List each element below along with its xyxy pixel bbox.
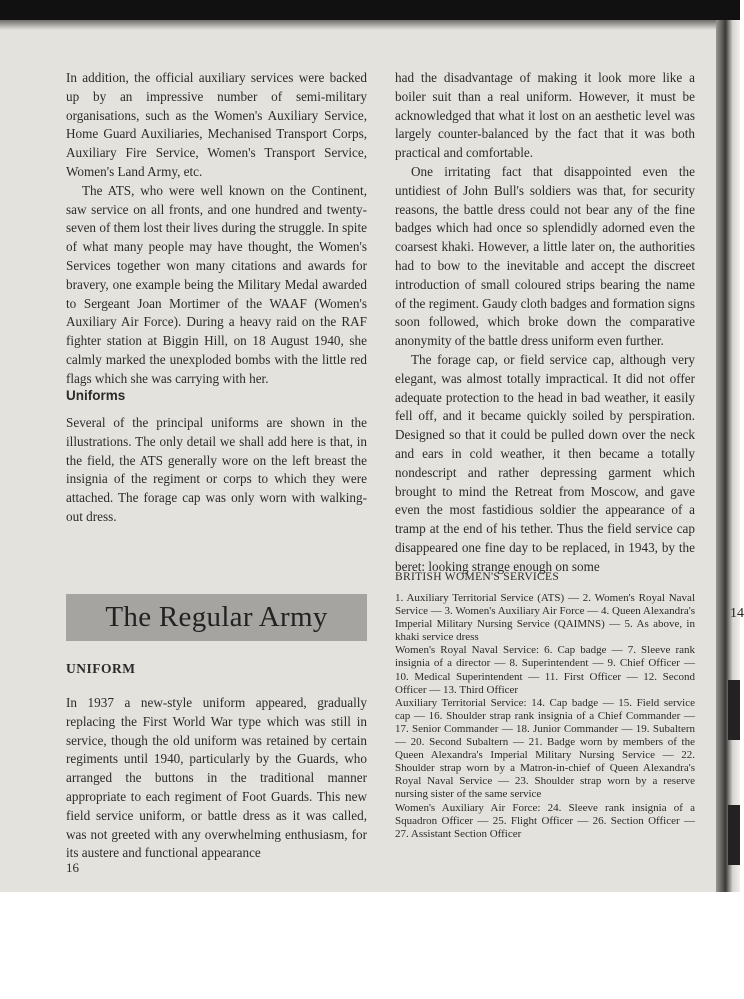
chapter-title: The Regular Army (105, 601, 328, 633)
adjacent-illustration-fragment (728, 805, 740, 865)
uniform-section (66, 694, 367, 863)
page-number: 16 (66, 860, 79, 875)
caption-title: BRITISH WOMEN'S SERVICES (395, 571, 560, 583)
uniforms-heading: Uniforms (66, 388, 126, 403)
paragraph: One irritating fact that disappointed even the untidiest of John Bull's soldiers was that, for security reasons, the battle dress could not bear any of the fine badges which had once so splendidly adorned even the coarsest khaki. However, a little later on, the authorities had to bow to the inevitable and accept the discreet introduction of small coloured strips bearing the name of the regiment. Gaudy cloth badges and formation signs soon followed, which broke down the comparative anonymity of the battle dress uniform even further. (395, 163, 695, 349)
caption-paragraph: Auxiliary Territorial Service: 14. Cap badge — 15. Field service cap — 16. Shoulder strap rank insignia of a Chief Commander — 17. Senior Commander — 18. Junior Commander — 19. Subaltern — 20. Second Subaltern — 21. Badge worn by members of the Queen Alexandra's Imperial Military Nursing Service — 22. Shoulder strap worn by a Matron-in-chief of Queen Alexandra's Royal Naval Service — 23. Shoulder strap worn by a reserve nursing sister of the same service (395, 696, 695, 801)
chapter-banner (66, 594, 367, 641)
caption-paragraph: Women's Auxiliary Air Force: 24. Sleeve rank insignia of a Squadron Officer — 25. Flight Officer — 26. Section Officer — 27. Assistant Section Officer (395, 801, 695, 840)
paragraph: Several of the principal uniforms are shown in the illustrations. The only detail we shall add here is that, in the field, the ATS generally wore on the left breast the insignia of the regiment or corps to which they were attached. The forage cap was only worn with walking-out dress. (66, 415, 367, 524)
scan-shadow (0, 20, 740, 30)
caption-paragraph: 1. Auxiliary Territorial Service (ATS) — 2. Women's Royal Naval Service — 3. Women's Auxiliary Air Force — 4. Queen Alexandra's Imperial Military Nursing Service (QAIMNS) — 5. As above, in khaki service dress (395, 592, 695, 644)
scan-top-edge (0, 0, 740, 20)
adjacent-page-fragment: 14 (730, 606, 744, 621)
uniform-heading: UNIFORM (66, 661, 136, 676)
paragraph: In addition, the official auxiliary services were backed up by an impressive number of semi-military organisations, such as the Women's Auxiliary Service, Home Guard Auxiliaries, Mechanised Transport Corps, Auxiliary Fire Service, Women's Transport Service, Women's Land Army, etc. (66, 70, 367, 179)
paragraph: had the disadvantage of making it look more like a boiler suit than a real uniform. However, it must be acknowledged that what it lost on an aesthetic level was largely counter-balanced by the fact that it was both practical and comfortable. (395, 70, 695, 161)
paragraph: In 1937 a new-style uniform appeared, gradually replacing the First World War type which was still in service, though the old uniform was retained by certain regiments until 1940, particularly by the Guards, who arranged the buttons in the traditional manner appropriate to each regiment of Foot Guards. This new field service uniform, or battle dress as it was called, was not greeted with any overwhelming enthusiasm, for its austere and functional appearance (66, 695, 367, 861)
paragraph: The ATS, who were well known on the Continent, saw service on all fronts, and one hundred and twenty-seven of them lost their lives during the struggle. In spite of what many people may have thought, the Women's Services together won many citations and awards for bravery, one example being the Military Medal awarded to Sergeant Joan Mortimer of the WAAF (Women's Auxiliary Air Force). During a heavy raid on the RAF fighter station at Biggin Hill, on 18 August 1940, she calmly marked the unexploded bombs with the little red flags which she was carrying with her. (66, 182, 367, 386)
adjacent-illustration-fragment (728, 680, 740, 740)
illustration-caption (395, 592, 695, 841)
book-gutter-edge (716, 20, 740, 892)
caption-paragraph: Women's Royal Naval Service: 6. Cap badge — 7. Sleeve rank insignia of a director — 8. Superintendent — 9. Chief Officer — 10. Medical Superintendent — 11. First Officer — 12. Second Officer — 13. Third Officer (395, 644, 695, 696)
paragraph: The forage cap, or field service cap, although very elegant, was almost totally impractical. It did not offer adequate protection to the head in bad weather, it easily fell off, and it became quickly soiled by perspiration. Designed so that it could be pulled down over the neck and ears in cold weather, it then became a totally nondescript and rather depressing garment which brought to mind the Retreat from Moscow, and gave even the most fastidious soldier the appearance of a tramp at the end of his tether. Thus the field service cap disappeared one fine day to be replaced, in 1943, by the beret: looking strange enough on some (395, 351, 695, 574)
uniforms-section (66, 414, 367, 527)
left-column-top (66, 69, 367, 389)
right-column-top (395, 69, 695, 577)
